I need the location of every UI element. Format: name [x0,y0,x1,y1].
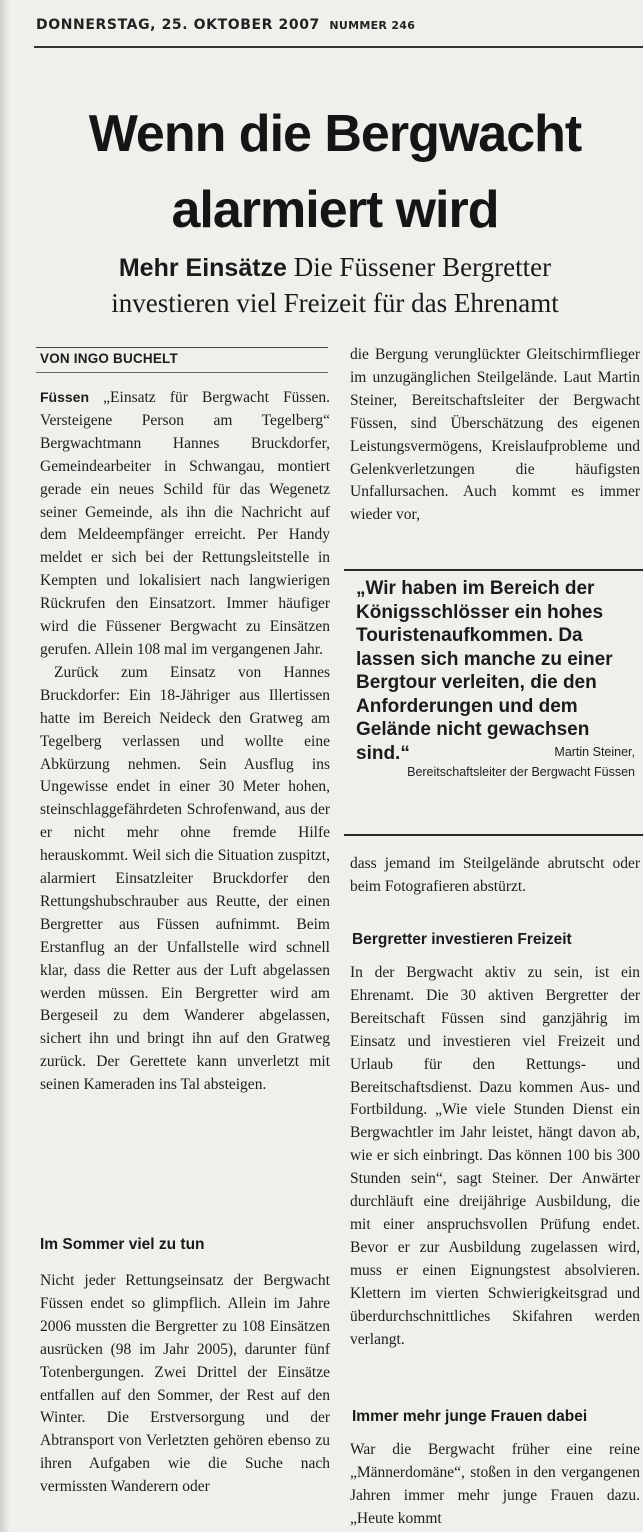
paragraph-3: Nicht jeder Rettungseinsatz der Bergwacht Füssen endet so glimpflich. Allein im Jahre 2006 mussten die Bergretter zu 108 Einsätzen ausrücken (98 im Jahr 2005), darunter fünf Totenbergungen. Zwei Drittel der Einsätze entfallen auf den Sommer, der Rest auf den Winter. Die Erstversorgung und der Abtransport von Verletzten gehören ebenso zu ihren Aufgaben wie die Suche nach vermissten Wanderern oder [40,1272,330,1496]
paragraph-col2-1: dass jemand im Steilgelände abrutscht oder beim Fotografieren abstürzt. [350,855,640,895]
article-deck [30,250,640,321]
quote-attribution-name: Martin Steiner, [554,745,635,759]
paragraph-col2-3: War die Bergwacht früher eine reine „Männerdomäne“, stoßen in den vergangenen Jahren immer mehr junge Frauen dazu. „Heute kommt [350,1441,640,1527]
subhead-junge-frauen: Immer mehr junge Frauen dabei [352,1408,588,1425]
paragraph-col2-2: In der Bergwacht aktiv zu sein, ist ein Ehrenamt. Die 30 aktiven Bergretter der Bereitschaft Füssen sind ganzjährig im Einsatz und investieren viel Freizeit und Urlaub für den Rettungs- und Bereitschaftsdienst. Dazu kommen Aus- und Fortbildung. „Wie viele Stunden Dienst ein Bergwachtler im Jahr leistet, hängt davon ab, wie er sich einbringt. Das können 100 bis 300 Stunden sein“, sagt Steiner. Der Anwärter durchläuft eine dreijährige Ausbildung, die mit einer anspruchsvollen Prüfung endet. Bevor er zur Ausbildung zugelassen wird, muss er einen Eignungstest absolvieren. Klettern im vierten Schwierigkeitsgrad und überdurchschnittliches Skifahren werden verlangt. [350,964,640,1348]
deck-lead: Mehr Einsätze [118,254,287,282]
header-rule [34,46,643,48]
subhead-bergretter: Bergretter investieren Freizeit [352,931,572,948]
quote-rule-bottom [344,834,643,836]
deck-line-2: investieren viel Freizeit für das Ehrenamt [111,288,559,318]
paragraph-col2-top: die Bergung verunglückter Gleitschirmflieger im unzugänglichen Steilgelände. Laut Martin Steiner, Bereitschaftsleiter der Bergwacht Füssen, sind Überschätzung des eigenen Leistungsvermögens, Kreislaufprobleme und Gelenkverletzungen die häufigsten Unfallursachen. Auch kommt es immer wieder vor, [350,346,640,524]
deck-line-1-rest: Die Füssener Bergretter [293,252,552,282]
byline-rule-bottom [36,372,328,373]
issue-date: DONNERSTAG, 25. OKTOBER 2007 [36,17,320,33]
article-column-2-end [350,1439,640,1531]
headline-line-2: alarmiert wird [171,181,499,239]
dateline-kicker: Füssen [40,389,90,405]
paragraph-1-text: „Einsatz für Bergwacht Füssen. Versteigene Person am Tegelberg“ Bergwachtmann Hannes Bruckdorfer, Gemeindearbeiter in Schwangau, montiert gerade ein neues Schild für das Wegenetz seiner Gemeinde, als ihn die Nachricht auf dem Meldeempfänger erreicht. Per Handy meldet er sich bei der Rettungsleitstelle in Kempten und lokalisiert nach langwierigen Rückrufen den Einsatzort. Immer häufiger wird die Füssener Bergwacht zu Einsätzen gerufen. Allein 108 mal im vergangenen Jahr. [40,389,331,658]
article-column-1-continued [40,1270,330,1499]
quote-text: „Wir haben im Bereich der Königsschlösser ein hohes Touristenaufkommen. Da lassen sich manche zu einer Bergtour verleiten, die den Anforderungen und dem Gelände nicht gewachsen sind.“ [356,578,613,764]
byline-rule-top [36,347,328,348]
article-headline [30,96,640,248]
byline: VON INGO BUCHELT [40,351,178,366]
article-column-2-middle [350,962,640,1351]
article-column-2-bottom [350,853,640,899]
quote-attribution-role: Bereitschaftsleiter der Bergwacht Füssen [407,765,635,779]
issue-number: NUMMER 246 [329,19,416,32]
article-column-1 [40,386,330,1097]
paragraph-2: Zurück zum Einsatz von Hannes Bruckdorfer: Ein 18-Jähriger aus Illertissen hatte im Bereich Neideck den Gratweg am Tegelberg verlassen und wollte eine Abkürzung nehmen. Sein Ausflug ins Ungewisse endet in einer 30 Meter hohen, steinschlaggefährdeten Schrofenwand, aus der er nicht mehr ohne fremde Hilfe herauskommt. Weil sich die Situation zuspitzt, alarmiert Einsatzleiter Bruckdorfer den Rettungshubschrauber aus Reutte, der einen Bergretter aus Füssen aufnimmt. Beim Erstanflug an der Unfallstelle wird schnell klar, dass die Retter aus der Luft abgelassen werden müssen. Ein Bergretter wird am Bergeseil zu dem Wanderer abgelassen, sichert ihn und bringt ihn auf den Gratweg zurück. Der Gerettete kann unverletzt mit seinen Kameraden ins Tal absteigen. [40,663,330,1094]
article-column-2-top [350,344,640,527]
scan-edge-shadow [0,0,10,1532]
pull-quote [344,569,643,838]
headline-line-1: Wenn die Bergwacht [88,105,582,163]
paragraph-1 [40,386,330,662]
subhead-im-sommer: Im Sommer viel zu tun [40,1236,205,1253]
deck-line-1 [30,250,640,286]
dateline [36,17,636,33]
quote-rule-top [344,569,643,571]
